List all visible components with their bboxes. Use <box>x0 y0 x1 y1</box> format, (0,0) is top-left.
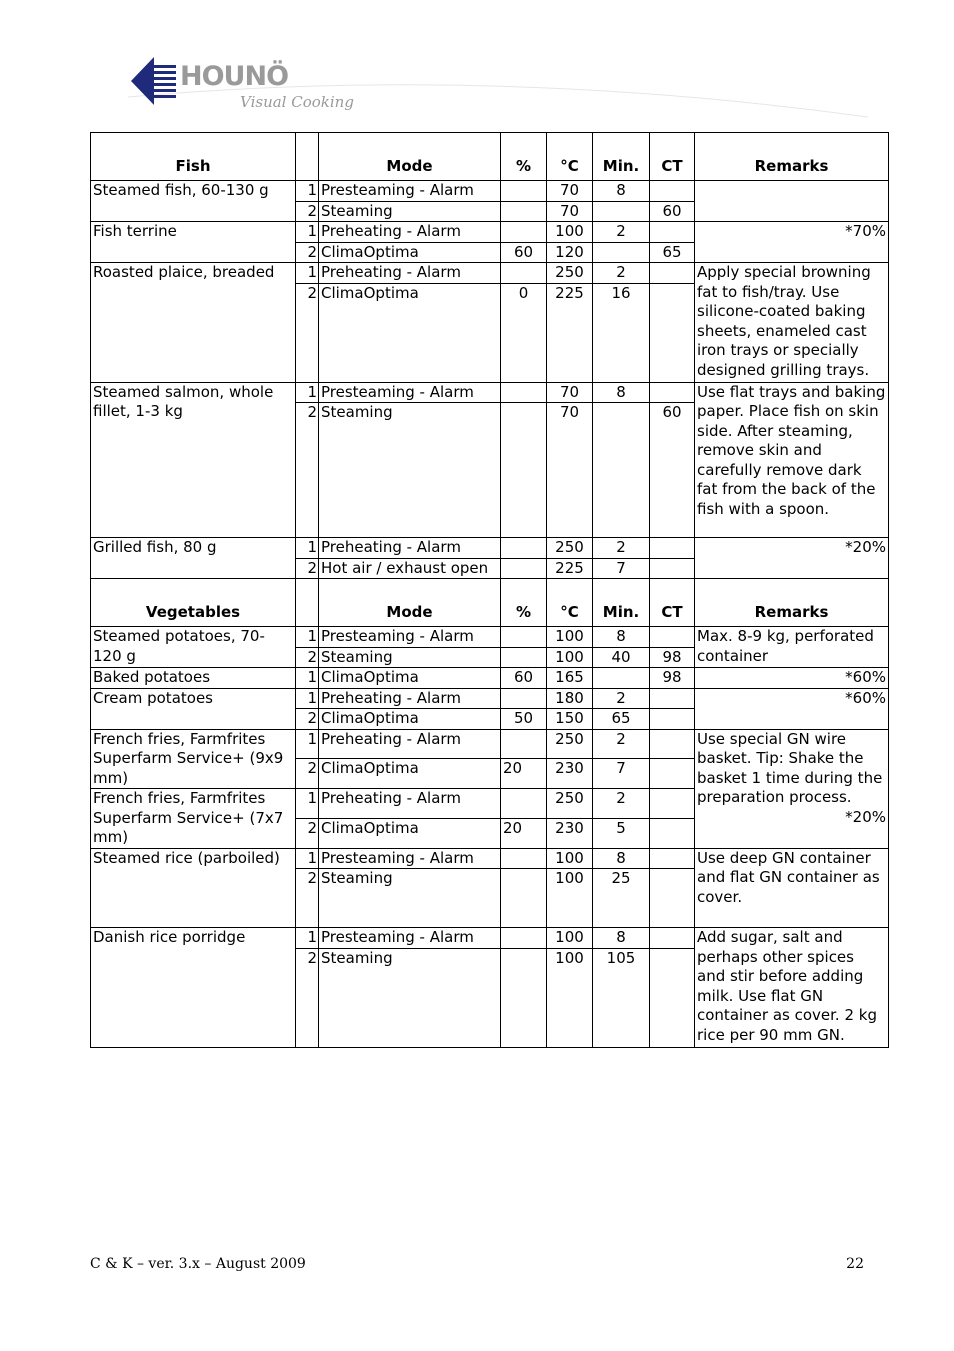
dish-name: Roasted plaice, breaded <box>91 263 296 383</box>
table-row <box>91 688 889 709</box>
step-mode: Steaming <box>319 403 501 538</box>
table-header-row <box>91 579 889 627</box>
step-percent <box>501 647 547 668</box>
step-core-temp <box>650 283 695 382</box>
step-minutes: 40 <box>593 647 650 668</box>
step-temp: 165 <box>547 668 593 689</box>
header-category: Vegetables <box>91 579 296 627</box>
remarks <box>695 627 889 668</box>
step-percent <box>501 729 547 759</box>
step-number: 1 <box>296 263 319 284</box>
step-core-temp <box>650 627 695 648</box>
step-number: 1 <box>296 222 319 243</box>
step-temp: 225 <box>547 283 593 382</box>
step-core-temp: 60 <box>650 403 695 538</box>
cooking-table <box>90 132 889 1048</box>
dish-name: Fish terrine <box>91 222 296 263</box>
step-core-temp: 98 <box>650 668 695 689</box>
step-minutes: 25 <box>593 869 650 928</box>
step-minutes: 2 <box>593 263 650 284</box>
header-percent: % <box>501 579 547 627</box>
step-percent: 60 <box>501 242 547 263</box>
table-row <box>91 222 889 243</box>
step-temp: 150 <box>547 709 593 730</box>
step-mode: Presteaming - Alarm <box>319 181 501 202</box>
remarks <box>695 688 889 729</box>
step-number: 1 <box>296 181 319 202</box>
remarks-text: Apply special browning fat to fish/tray. Use silicone-coated baking sheets, enameled cast iron trays or specially designed grilling trays. <box>697 263 871 379</box>
header-temp: °C <box>547 579 593 627</box>
header-mode: Mode <box>319 133 501 181</box>
remarks <box>695 928 889 1048</box>
dish-name: Steamed rice (parboiled) <box>91 848 296 928</box>
step-temp: 230 <box>547 759 593 789</box>
step-mode: Presteaming - Alarm <box>319 627 501 648</box>
header-minutes: Min. <box>593 579 650 627</box>
step-core-temp <box>650 709 695 730</box>
remarks <box>695 729 889 848</box>
step-minutes <box>593 403 650 538</box>
step-number: 1 <box>296 928 319 949</box>
step-minutes: 2 <box>593 222 650 243</box>
step-core-temp <box>650 538 695 559</box>
dish-name: Baked potatoes <box>91 668 296 689</box>
step-temp: 230 <box>547 818 593 848</box>
step-mode: Steaming <box>319 647 501 668</box>
step-mode: Preheating - Alarm <box>319 688 501 709</box>
remarks-text: Add sugar, salt and perhaps other spices and stir before adding milk. Use flat GN container as cover. 2 kg rice per 90 mm GN. <box>697 928 877 1044</box>
step-minutes: 16 <box>593 283 650 382</box>
header-category: Fish <box>91 133 296 181</box>
step-core-temp <box>650 818 695 848</box>
step-percent: 0 <box>501 283 547 382</box>
step-minutes: 8 <box>593 627 650 648</box>
step-percent <box>501 848 547 869</box>
step-mode: Preheating - Alarm <box>319 789 501 819</box>
step-temp: 250 <box>547 263 593 284</box>
step-mode: Preheating - Alarm <box>319 263 501 284</box>
step-core-temp <box>650 558 695 579</box>
dish-name: Grilled fish, 80 g <box>91 538 296 579</box>
table-row <box>91 729 889 759</box>
step-number: 2 <box>296 818 319 848</box>
step-temp: 100 <box>547 222 593 243</box>
step-mode: ClimaOptima <box>319 668 501 689</box>
step-temp: 250 <box>547 538 593 559</box>
step-minutes: 65 <box>593 709 650 730</box>
remarks <box>695 538 889 579</box>
step-number: 1 <box>296 729 319 759</box>
hounoe-logo <box>128 55 868 125</box>
step-temp: 70 <box>547 403 593 538</box>
step-mode: ClimaOptima <box>319 709 501 730</box>
table-row <box>91 181 889 202</box>
step-temp: 100 <box>547 647 593 668</box>
step-percent <box>501 789 547 819</box>
header-remarks: Remarks <box>695 579 889 627</box>
step-temp: 250 <box>547 729 593 759</box>
step-number: 2 <box>296 647 319 668</box>
step-number: 2 <box>296 869 319 928</box>
step-mode: ClimaOptima <box>319 283 501 382</box>
step-minutes: 105 <box>593 948 650 1047</box>
step-core-temp <box>650 263 695 284</box>
step-core-temp: 60 <box>650 201 695 222</box>
step-mode: Preheating - Alarm <box>319 222 501 243</box>
step-percent <box>501 928 547 949</box>
step-temp: 70 <box>547 382 593 403</box>
step-temp: 100 <box>547 928 593 949</box>
step-core-temp <box>650 869 695 928</box>
step-number: 1 <box>296 627 319 648</box>
remarks-text: *60% <box>845 688 886 707</box>
table-row <box>91 538 889 559</box>
remarks-text: *20% <box>845 538 886 556</box>
step-percent <box>501 403 547 538</box>
step-minutes: 8 <box>593 382 650 403</box>
dish-name: Danish rice porridge <box>91 928 296 1048</box>
step-percent <box>501 382 547 403</box>
step-number: 2 <box>296 709 319 730</box>
step-minutes: 2 <box>593 729 650 759</box>
step-core-temp <box>650 948 695 1047</box>
step-core-temp <box>650 789 695 819</box>
header-step <box>296 579 319 627</box>
step-minutes: 7 <box>593 759 650 789</box>
step-percent <box>501 538 547 559</box>
step-number: 1 <box>296 789 319 819</box>
step-temp: 120 <box>547 242 593 263</box>
step-core-temp <box>650 688 695 709</box>
step-number: 2 <box>296 242 319 263</box>
step-mode: Presteaming - Alarm <box>319 928 501 949</box>
step-core-temp: 65 <box>650 242 695 263</box>
table-header-row <box>91 133 889 181</box>
remarks-text: *70% <box>845 222 886 240</box>
step-temp: 70 <box>547 181 593 202</box>
step-minutes: 8 <box>593 928 650 949</box>
header-core-temp: CT <box>650 579 695 627</box>
remarks <box>695 263 889 383</box>
header-core-temp: CT <box>650 133 695 181</box>
table-row <box>91 627 889 648</box>
step-minutes <box>593 242 650 263</box>
step-number: 2 <box>296 201 319 222</box>
step-number: 1 <box>296 382 319 403</box>
step-percent <box>501 627 547 648</box>
step-minutes <box>593 201 650 222</box>
step-temp: 70 <box>547 201 593 222</box>
step-core-temp <box>650 181 695 202</box>
header-temp: °C <box>547 133 593 181</box>
step-percent <box>501 222 547 243</box>
step-minutes: 8 <box>593 181 650 202</box>
step-minutes: 2 <box>593 538 650 559</box>
dish-name: Cream potatoes <box>91 688 296 729</box>
remarks-text: Use deep GN container and flat GN container as cover. <box>697 848 880 906</box>
step-mode: ClimaOptima <box>319 759 501 789</box>
table-row <box>91 263 889 284</box>
step-percent <box>501 201 547 222</box>
step-core-temp <box>650 382 695 403</box>
step-percent: 60 <box>501 668 547 689</box>
dish-name: Steamed fish, 60-130 g <box>91 181 296 222</box>
step-mode: Steaming <box>319 948 501 1047</box>
step-percent <box>501 688 547 709</box>
step-mode: ClimaOptima <box>319 242 501 263</box>
dish-name: Steamed salmon, whole fillet, 1-3 kg <box>91 382 296 538</box>
step-number: 1 <box>296 668 319 689</box>
step-number: 2 <box>296 403 319 538</box>
step-temp: 100 <box>547 627 593 648</box>
step-core-temp <box>650 928 695 949</box>
table-row <box>91 382 889 403</box>
header-percent: % <box>501 133 547 181</box>
step-percent: 20 <box>501 759 547 789</box>
step-mode: Steaming <box>319 869 501 928</box>
page-number: 22 <box>846 1256 864 1272</box>
remarks-note: *20% <box>845 807 886 826</box>
step-percent <box>501 869 547 928</box>
step-percent: 50 <box>501 709 547 730</box>
step-mode: Steaming <box>319 201 501 222</box>
step-minutes: 2 <box>593 688 650 709</box>
remarks-text: *60% <box>845 668 886 686</box>
footer-version: C & K – ver. 3.x – August 2009 <box>90 1256 306 1272</box>
header-step <box>296 133 319 181</box>
step-mode: ClimaOptima <box>319 818 501 848</box>
step-percent <box>501 948 547 1047</box>
step-mode: Preheating - Alarm <box>319 538 501 559</box>
step-percent <box>501 558 547 579</box>
step-number: 2 <box>296 558 319 579</box>
step-minutes: 7 <box>593 558 650 579</box>
table-row <box>91 928 889 949</box>
remarks <box>695 668 889 689</box>
step-mode: Presteaming - Alarm <box>319 848 501 869</box>
remarks <box>695 848 889 928</box>
table-row <box>91 668 889 689</box>
step-number: 2 <box>296 283 319 382</box>
step-temp: 100 <box>547 948 593 1047</box>
table-row <box>91 848 889 869</box>
step-number: 1 <box>296 688 319 709</box>
remarks <box>695 181 889 222</box>
step-temp: 250 <box>547 789 593 819</box>
step-minutes <box>593 668 650 689</box>
step-percent <box>501 181 547 202</box>
remarks-text: Max. 8-9 kg, perforated container <box>697 627 874 665</box>
brand-tagline: Visual Cooking <box>240 93 354 111</box>
header-remarks: Remarks <box>695 133 889 181</box>
step-core-temp: 98 <box>650 647 695 668</box>
step-percent: 20 <box>501 818 547 848</box>
step-mode: Preheating - Alarm <box>319 729 501 759</box>
step-minutes: 8 <box>593 848 650 869</box>
dish-name: French fries, Farmfrites Superfarm Service+ (7x7 mm) <box>91 789 296 849</box>
header-minutes: Min. <box>593 133 650 181</box>
step-core-temp <box>650 848 695 869</box>
step-number: 2 <box>296 948 319 1047</box>
step-core-temp <box>650 729 695 759</box>
brand-name: HOUNÖ <box>180 61 289 92</box>
step-mode: Presteaming - Alarm <box>319 382 501 403</box>
step-percent <box>501 263 547 284</box>
step-number: 2 <box>296 759 319 789</box>
dish-name: Steamed potatoes, 70-120 g <box>91 627 296 668</box>
remarks <box>695 382 889 538</box>
step-minutes: 2 <box>593 789 650 819</box>
step-minutes: 5 <box>593 818 650 848</box>
step-core-temp <box>650 759 695 789</box>
remarks <box>695 222 889 263</box>
step-core-temp <box>650 222 695 243</box>
step-number: 1 <box>296 848 319 869</box>
step-temp: 100 <box>547 869 593 928</box>
step-mode: Hot air / exhaust open <box>319 558 501 579</box>
step-temp: 180 <box>547 688 593 709</box>
step-temp: 225 <box>547 558 593 579</box>
remarks-text: Use flat trays and baking paper. Place fish on skin side. After steaming, remove skin and carefully remove dark fat from the back of the fish with a spoon. <box>697 382 886 518</box>
remarks-text: Use special GN wire basket. Tip: Shake the basket 1 time during the preparation process. <box>697 729 883 806</box>
step-temp: 100 <box>547 848 593 869</box>
dish-name: French fries, Farmfrites Superfarm Service+ (9x9 mm) <box>91 729 296 789</box>
step-number: 1 <box>296 538 319 559</box>
header-mode: Mode <box>319 579 501 627</box>
